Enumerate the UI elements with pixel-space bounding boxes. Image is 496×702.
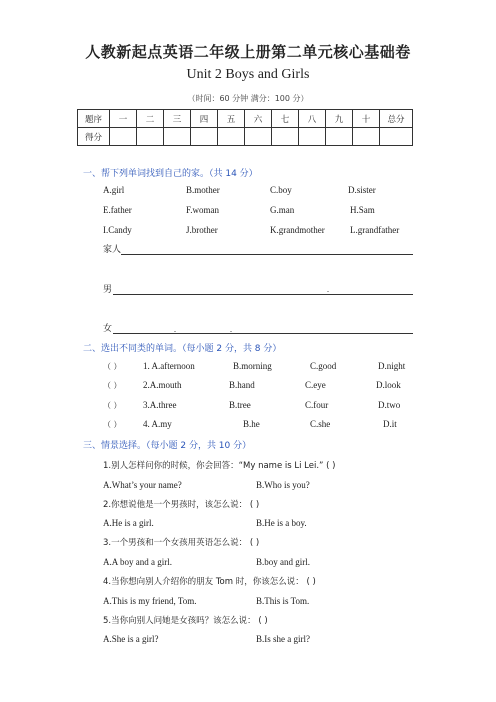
word-option: D.two — [378, 400, 401, 410]
score-input-cell[interactable] — [353, 128, 380, 146]
word-option: I.Candy — [103, 225, 132, 235]
answer-option[interactable]: B.This is Tom. — [256, 596, 310, 606]
word-option: B.hand — [229, 380, 255, 390]
word-option: J.brother — [186, 225, 218, 235]
time-info: （时间：60 分钟 满分：100 分） — [187, 94, 309, 103]
word-option: L.grandfather — [350, 225, 400, 235]
table-cell: 得分 — [78, 128, 110, 146]
word-option: E.father — [103, 205, 132, 215]
answer-option[interactable]: A.This is my friend, Tom. — [103, 596, 197, 606]
word-option: A.girl — [103, 185, 125, 195]
section-1-heading: 一、帮下列单词找到自己的家。（共 14 分） — [83, 169, 258, 179]
score-input-cell[interactable] — [137, 128, 164, 146]
word-option: B.tree — [229, 400, 251, 410]
table-cell: 二 — [137, 110, 164, 128]
answer-option[interactable]: B.boy and girl. — [256, 557, 310, 567]
score-input-cell[interactable] — [164, 128, 191, 146]
score-input-cell[interactable] — [272, 128, 299, 146]
table-cell: 七 — [272, 110, 299, 128]
word-option: D.look — [376, 380, 401, 390]
score-table — [77, 109, 413, 146]
male-label: 男 — [103, 285, 113, 295]
word-option: 3.A.three — [143, 400, 177, 410]
word-option: D.night — [378, 361, 406, 371]
answer-option[interactable]: B.Who is you? — [256, 480, 310, 490]
answer-paren[interactable]: （ ） — [103, 362, 122, 371]
word-option: G.man — [270, 205, 295, 215]
separator-dot: . — [174, 325, 176, 334]
word-option: D.sister — [348, 185, 376, 195]
word-option: C.eye — [305, 380, 326, 390]
table-cell: 一 — [110, 110, 137, 128]
table-cell: 八 — [299, 110, 326, 128]
word-option: B.he — [243, 419, 260, 429]
female-answer-line[interactable] — [113, 333, 413, 334]
score-input-cell[interactable] — [299, 128, 326, 146]
answer-option[interactable]: A.What’s your name? — [103, 480, 182, 490]
score-input-cell[interactable] — [326, 128, 353, 146]
question-text: 5.当你向别人问她是女孩吗？该怎么说： ( ) — [103, 616, 268, 626]
word-option: C.good — [310, 361, 337, 371]
section-3-heading: 三、情景选择。（每小题 2 分，共 10 分） — [83, 441, 252, 451]
word-option: H.Sam — [350, 205, 375, 215]
table-cell: 六 — [245, 110, 272, 128]
table-cell: 五 — [218, 110, 245, 128]
table-cell: 三 — [164, 110, 191, 128]
section-2-heading: 二、选出不同类的单词。（每小题 2 分，共 8 分） — [83, 344, 282, 354]
score-table-header-row — [78, 110, 413, 128]
family-answer-line[interactable] — [121, 254, 413, 255]
answer-option[interactable]: B.Is she a girl? — [256, 634, 310, 644]
page-title: 人教新起点英语二年级上册第二单元核心基础卷 — [85, 43, 411, 61]
score-input-cell[interactable] — [218, 128, 245, 146]
family-label: 家人 — [103, 245, 122, 255]
question-text: 1.别人怎样问你的时候，你会回答：“My name is Li Lei.” ( ) — [103, 461, 336, 471]
table-cell: 题序 — [78, 110, 110, 128]
word-option: K.grandmother — [270, 225, 325, 235]
table-cell: 十 — [353, 110, 380, 128]
word-option: 1. A.afternoon — [143, 361, 195, 371]
word-option: B.mother — [186, 185, 220, 195]
answer-option[interactable]: A.She is a girl? — [103, 634, 159, 644]
table-cell: 九 — [326, 110, 353, 128]
table-cell: 四 — [191, 110, 218, 128]
question-text: 3.一个男孩和一个女孩用英语怎么说： ( ) — [103, 538, 260, 548]
score-input-cell[interactable] — [110, 128, 137, 146]
score-input-cell[interactable] — [191, 128, 218, 146]
separator-dot: . — [327, 285, 329, 294]
answer-option[interactable]: B.He is a boy. — [256, 518, 307, 528]
word-option: F.woman — [186, 205, 220, 215]
answer-paren[interactable]: （ ） — [103, 420, 122, 429]
word-option: D.it — [383, 419, 397, 429]
word-option: C.boy — [270, 185, 292, 195]
word-option: 4. A.my — [143, 419, 172, 429]
answer-option[interactable]: A.A boy and a girl. — [103, 557, 172, 567]
score-table-score-row — [78, 128, 413, 146]
answer-paren[interactable]: （ ） — [103, 381, 122, 390]
word-option: 2.A.mouth — [143, 380, 182, 390]
word-option: C.she — [310, 419, 331, 429]
unit-subtitle: Unit 2 Boys and Girls — [186, 67, 310, 82]
word-option: B.morning — [233, 361, 272, 371]
answer-paren[interactable]: （ ） — [103, 401, 122, 410]
male-answer-line[interactable] — [113, 294, 413, 295]
answer-option[interactable]: A.He is a girl. — [103, 518, 154, 528]
question-text: 2.你想说他是一个男孩时，该怎么说： ( ) — [103, 500, 260, 510]
table-cell: 总分 — [380, 110, 413, 128]
score-input-cell[interactable] — [245, 128, 272, 146]
female-label: 女 — [103, 324, 113, 334]
word-option: C.four — [305, 400, 329, 410]
question-text: 4.当你想向别人介绍你的朋友 Tom 时，你该怎么说： ( ) — [103, 577, 316, 587]
score-input-cell[interactable] — [380, 128, 413, 146]
separator-dot: . — [230, 325, 232, 334]
